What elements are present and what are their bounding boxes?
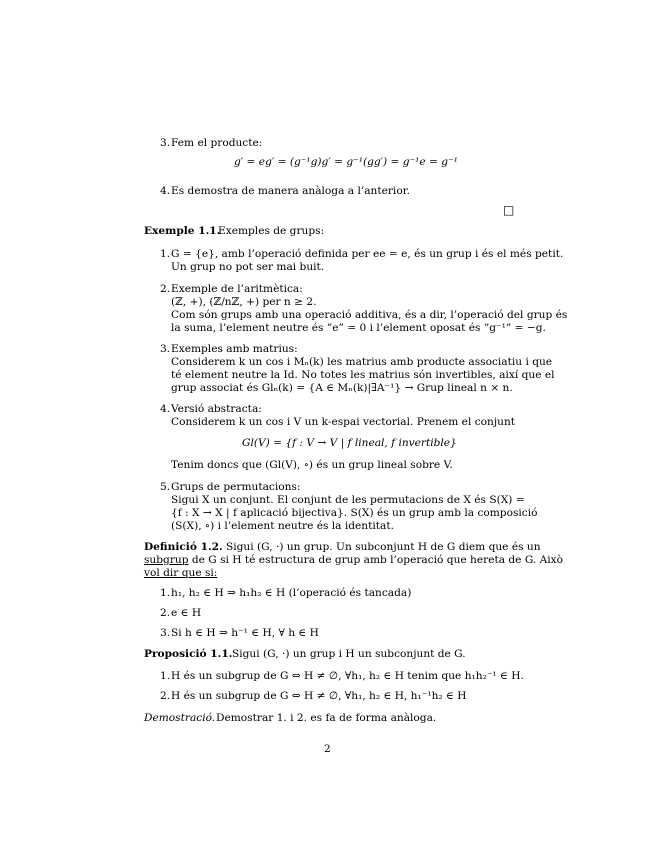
qed-symbol: □: [503, 203, 515, 217]
proposicio-item-2-text: H és un subgrup de G ⇔ H ≠ ∅, ∀h₁, h₂ ∈ H, h₁⁻¹h₂ ∈ H: [171, 690, 467, 702]
exemple-item-2-line-1: Exemple de l’aritmètica:: [171, 283, 303, 295]
proposicio-item-1-number: 1.: [160, 670, 171, 682]
definicio-item-1-number: 1.: [160, 587, 171, 599]
exemple-item-4-equation: Gl(V) = {f : V → V | f lineal, f invertible}: [242, 437, 457, 449]
proposicio-heading: Proposició 1.1.: [144, 648, 233, 660]
item-3-number: 3.: [160, 137, 171, 149]
definicio-item-2-number: 2.: [160, 607, 171, 619]
exemple-item-5-line-4: (S(X), ∘) i l’element neutre és la identitat.: [171, 520, 394, 532]
definicio-item-3-text: Si h ∈ H ⇒ h⁻¹ ∈ H, ∀ h ∈ H: [171, 627, 319, 639]
item-4-text: Es demostra de manera anàloga a l’anterior.: [171, 185, 410, 197]
exemple-item-4-after: Tenim doncs que (Gl(V), ∘) és un grup lineal sobre V.: [171, 459, 453, 471]
proposicio-item-2-number: 2.: [160, 690, 171, 702]
definicio-line-2: [144, 554, 563, 567]
definicio-line-1: Sigui (G, ·) un grup. Un subconjunt H de G diem que és un: [226, 541, 541, 553]
exemple-item-4-number: 4.: [160, 403, 171, 415]
definicio-item-2-text: e ∈ H: [171, 607, 202, 619]
exemple-item-2-line-3: Com són grups amb una operació additiva, és a dir, l’operació del grup és: [171, 309, 568, 321]
definicio-item-3-number: 3.: [160, 627, 171, 639]
exemple-item-4-line-1: Versió abstracta:: [171, 403, 262, 415]
definicio-line-3: vol dir que si:: [144, 567, 218, 579]
exemple-item-5-number: 5.: [160, 481, 171, 493]
exemple-item-1-line-2: Un grup no pot ser mai buit.: [171, 261, 325, 273]
proposicio-item-1-text: H és un subgrup de G ⇔ H ≠ ∅, ∀h₁, h₂ ∈ H tenim que h₁h₂⁻¹ ∈ H.: [171, 670, 524, 682]
item-3-equation: g′ = eg′ = (g⁻¹g)g′ = g⁻¹(gg′) = g⁻¹e = g⁻¹: [234, 156, 458, 168]
exemple-item-2-number: 2.: [160, 283, 171, 295]
exemple-item-3-number: 3.: [160, 343, 171, 355]
definicio-term-subgrup: subgrup: [144, 554, 189, 566]
exemple-item-3-line-4: grup associat és Glₙ(k) = {A ∈ Mₙ(k)|∃A⁻¹} → Grup lineal n × n.: [171, 382, 513, 394]
exemple-item-3-line-3: té element neutre la Id. No totes les matrius són invertibles, així que el: [171, 369, 555, 381]
exemple-item-3-line-1: Exemples amb matrius:: [171, 343, 298, 355]
definicio-heading: Definició 1.2.: [144, 541, 223, 553]
definicio-item-1-text: h₁, h₂ ∈ H ⇒ h₁h₂ ∈ H (l’operació és tancada): [171, 587, 412, 599]
exemple-item-3-line-2: Considerem k un cos i Mₙ(k) les matrius amb producte associatiu i que: [171, 356, 553, 368]
exemple-intro: Exemples de grups:: [218, 225, 325, 237]
page-number: 2: [324, 743, 331, 755]
exemple-item-1-line-1: G = {e}, amb l’operació definida per ee = e, és un grup i és el més petit.: [171, 248, 564, 260]
exemple-heading: Exemple 1.1.: [144, 225, 221, 237]
exemple-item-1-number: 1.: [160, 248, 171, 260]
item-4-number: 4.: [160, 185, 171, 197]
demostracio-label: Demostració.: [144, 712, 216, 724]
item-3-text: Fem el producte:: [171, 137, 263, 149]
exemple-item-5-line-1: Grups de permutacions:: [171, 481, 301, 493]
demostracio-text: Demostrar 1. i 2. es fa de forma anàloga.: [216, 712, 437, 724]
exemple-item-5-line-3: {f : X → X | f aplicació bijectiva}. S(X) és un grup amb la composició: [171, 507, 538, 519]
proposicio-intro: Sigui (G, ·) un grup i H un subconjunt de G.: [232, 648, 466, 660]
definicio-line-2-rest: de G si H té estructura de grup amb l’operació que hereta de G. Això: [188, 554, 564, 566]
exemple-item-2-line-2: (ℤ, +), (ℤ/nℤ, +) per n ≥ 2.: [171, 296, 317, 308]
exemple-item-4-line-2: Considerem k un cos i V un k-espai vectorial. Prenem el conjunt: [171, 416, 516, 428]
exemple-item-5-line-2: Sigui X un conjunt. El conjunt de les permutacions de X és S(X) =: [171, 494, 525, 506]
exemple-item-2-line-4: la suma, l’element neutre és ”e” = 0 i l’element oposat és ”g⁻¹” = −g.: [171, 322, 546, 334]
